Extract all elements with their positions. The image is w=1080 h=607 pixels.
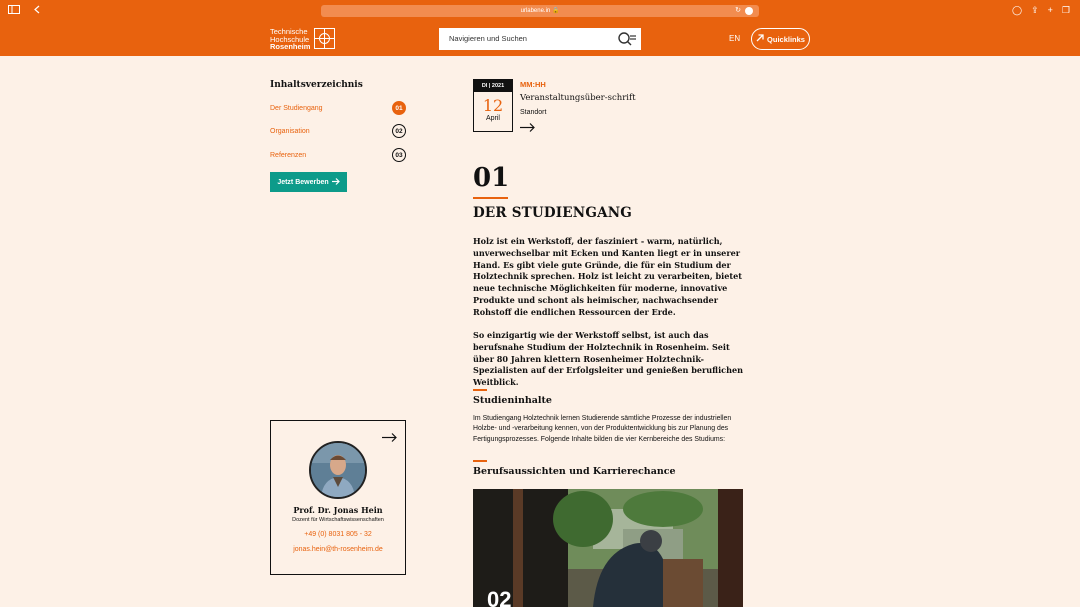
- browser-nav: [8, 5, 40, 17]
- studieninhalte-text: Im Studiengang Holztechnik lernen Studierende sämtliche Prozesse der industriellen Holzbe- und -verarbeitung kennen, von der Produktentwicklung bis zur Planung des Fertigungsprozesses. Folgende Inhalte bilden die vier Kernbereiche des Studiums:: [473, 415, 732, 443]
- intro-paragraph: Holz ist ein Werkstoff, der fasziniert - warm, natürlich, unverwechselbar mit Ecken und Kanten liegt er in unserer Hand. Es gibt viele gute Gründe, die für ein Studium der Holztechnik sprechen. Holz ist leicht zu verarbeiten, bietet neue technische Möglichkeiten für moderne, innovative Produkte und schont als heimischer, nachwachsender Rohstoff die endlichen Ressourcen der Erde.: [473, 236, 743, 317]
- tabs-overview-icon[interactable]: ❐: [1061, 5, 1070, 15]
- arrow-right-icon[interactable]: [382, 429, 397, 447]
- lock-icon: 🔒: [551, 8, 560, 14]
- contact-email-link[interactable]: jonas.hein@th-rosenheim.de: [293, 546, 383, 553]
- toc-item-label: Referenzen: [270, 151, 307, 159]
- calendar-header: DI | 2021: [474, 80, 512, 92]
- event-calendar-badge[interactable]: [473, 79, 513, 132]
- arrow-right-icon: [332, 178, 340, 187]
- toc-title: Inhaltsverzeichnis: [270, 80, 363, 90]
- extension-icon[interactable]: [745, 7, 753, 15]
- toc-item-label: Organisation: [270, 127, 310, 135]
- contact-role: Dozent für Wirtschaftswissenschaften: [292, 517, 384, 523]
- toc-number-badge: 03: [392, 148, 406, 162]
- quicklinks-button[interactable]: [751, 28, 810, 50]
- subsection-divider: [473, 389, 487, 391]
- url-text: urlabene.in 🔒: [520, 8, 560, 14]
- back-icon[interactable]: [34, 5, 40, 17]
- download-icon[interactable]: ◯: [1012, 5, 1023, 15]
- logo-mark-icon: [314, 28, 335, 49]
- toc-item-organisation[interactable]: [270, 124, 406, 138]
- apply-label: Jetzt Bewerben: [277, 178, 329, 186]
- address-bar[interactable]: [321, 5, 759, 17]
- arrow-right-icon[interactable]: [520, 119, 535, 137]
- section-divider: [473, 197, 508, 199]
- browser-actions: [1012, 5, 1070, 16]
- search-input[interactable]: [439, 28, 641, 50]
- share-icon[interactable]: ⇪: [1031, 5, 1039, 15]
- search-icon[interactable]: [617, 31, 637, 52]
- apply-button[interactable]: [270, 172, 347, 192]
- event-time: MM:HH: [520, 80, 546, 89]
- toc-number-badge: 02: [392, 124, 406, 138]
- language-switch[interactable]: EN: [729, 34, 741, 43]
- toc-item-referenzen[interactable]: [270, 148, 406, 162]
- event-title[interactable]: Veranstaltungsüber-schrift: [520, 93, 636, 103]
- logo[interactable]: [270, 28, 335, 51]
- logo-line: Rosenheim: [270, 42, 311, 51]
- event-location: Standort: [520, 109, 547, 116]
- image-number-overlay: 02: [487, 587, 512, 607]
- sidebar-toggle-icon[interactable]: [8, 5, 20, 17]
- reload-icon[interactable]: ↻: [735, 7, 741, 14]
- browser-toolbar: [0, 0, 1080, 22]
- contact-card[interactable]: [270, 420, 406, 575]
- second-paragraph: So einzigartig wie der Werkstoff selbst, ist auch das berufsnahe Studium der Holztechnik in Rosenheim. Seit über 80 Jahren klettern Rosenheimer Holztechnik-Spezialisten auf der Erfolgsleiter und genießen beruflichen Weitblick.: [473, 330, 743, 388]
- section-title: DER STUDIENGANG: [473, 205, 633, 221]
- contact-name: Prof. Dr. Jonas Hein: [293, 505, 383, 515]
- logo-line: Technische: [270, 27, 308, 36]
- avatar: [309, 441, 367, 499]
- search-placeholder: Navigieren und Suchen: [449, 34, 527, 43]
- address-bar-icons: [735, 7, 753, 15]
- subsection-title-studieninhalte: Studieninhalte: [473, 395, 552, 406]
- section-number: 01: [473, 163, 510, 193]
- calendar-month: April: [485, 115, 500, 122]
- logo-line: Hochschule: [270, 34, 310, 44]
- toc-item-label: Der Studiengang: [270, 104, 323, 112]
- new-tab-icon[interactable]: +: [1047, 5, 1053, 15]
- subsection-title-karriere: Berufsaussichten und Karrierechance: [473, 466, 676, 477]
- toc-item-studiengang[interactable]: [270, 101, 406, 115]
- quicklinks-label: Quicklinks: [767, 34, 805, 44]
- section-photo: [473, 489, 743, 607]
- subsection-divider: [473, 460, 487, 462]
- arrow-up-right-icon: [756, 34, 764, 44]
- site-header: [0, 22, 1080, 56]
- contact-phone-link[interactable]: +49 (0) 8031 805 - 32: [304, 531, 372, 538]
- toc-number-badge: 01: [392, 101, 406, 115]
- logo-text: [270, 28, 310, 51]
- calendar-day: 12: [482, 96, 504, 115]
